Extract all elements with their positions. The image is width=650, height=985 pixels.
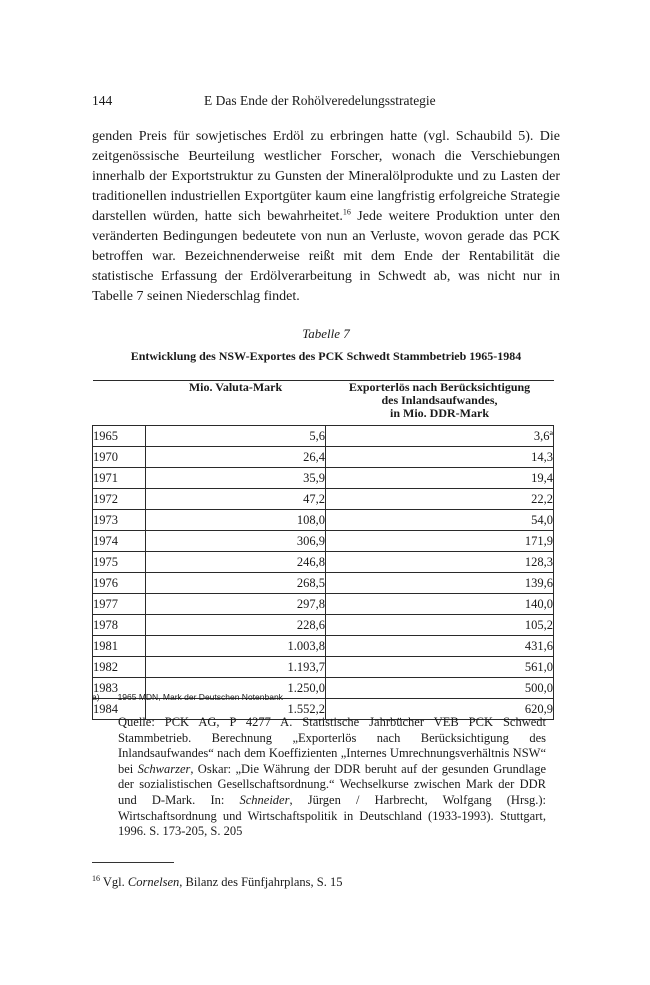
year-cell: 1973: [93, 510, 146, 531]
source-text: Quelle: PCK AG, P 4277 A. Statistische Jahrbücher VEB PCK Schwedt Stammbetrieb. Berechnung „Exporterlös nach Berücksichtigung des Inlandsaufwandes“ nach dem Koeffizienten „Internes Umrechnungsverhältnis NSW“ bei: [118, 715, 546, 776]
year-cell: 1983: [93, 678, 146, 699]
year-cell: 1974: [93, 531, 146, 552]
running-head: E Das Ende der Rohölveredelungsstrategie: [204, 93, 436, 108]
footnote-author: Cornelsen: [127, 875, 180, 889]
table-row: [93, 552, 554, 573]
body-text-part: genden Preis für sowjetisches Erdöl zu erbringen hatte (vgl. Schaubild 5). Die zeitgenössische Beurteilung westlicher Forscher, wonach die Verschiebungen innerhalb der Exportstruktur zu Gunsten der Mineralölprodukte und zu Lasten der traditionellen industriellen Exportgüter kaum eine langfristig erfolgreiche Strategie darstellen würden, hatte sich bewahrheitet.: [92, 129, 560, 224]
footnote-prefix: Vgl.: [100, 875, 128, 889]
body-paragraph: [92, 127, 560, 307]
year-cell: 1981: [93, 636, 146, 657]
erloes-cell: 561,0: [326, 657, 554, 678]
erloes-column-header: [326, 381, 554, 426]
year-cell: 1972: [93, 489, 146, 510]
table-row: [93, 426, 554, 447]
table-row: [93, 510, 554, 531]
erloes-cell: 171,9: [326, 531, 554, 552]
erloes-header-line: des Inlandsaufwandes,: [381, 393, 498, 407]
erloes-header-line: Exporterlös nach Berücksichtigung: [348, 380, 531, 394]
table-row: [93, 636, 554, 657]
table-row: [93, 615, 554, 636]
table-body: [93, 426, 554, 720]
footnote-number: 16: [92, 873, 100, 883]
valuta-cell: 1.552,2: [146, 699, 326, 720]
table-row: [93, 657, 554, 678]
erloes-cell: 105,2: [326, 615, 554, 636]
footnote: [92, 875, 342, 890]
year-cell: 1984: [93, 699, 146, 720]
erloes-cell: 14,3: [326, 447, 554, 468]
erloes-header-line: in Mio. DDR-Mark: [390, 406, 489, 420]
table-note-text: 1965 MDN, Mark der Deutschen Notenbank: [117, 692, 283, 702]
valuta-cell: 268,5: [146, 573, 326, 594]
erloes-cell: 431,6: [326, 636, 554, 657]
erloes-cell: 128,3: [326, 552, 554, 573]
year-cell: 1976: [93, 573, 146, 594]
footnote-text: , Bilanz des Fünfjahrplans, S. 15: [179, 875, 343, 889]
valuta-column-header: Mio. Valuta-Mark: [146, 381, 326, 426]
erloes-cell: 140,0: [326, 594, 554, 615]
table-title: Entwicklung des NSW-Exportes des PCK Schwedt Stammbetrieb 1965-1984: [130, 349, 522, 363]
valuta-cell: 5,6: [146, 426, 326, 447]
erloes-cell: 54,0: [326, 510, 554, 531]
year-column-header: [93, 381, 146, 426]
table-note-mark: a): [92, 692, 100, 702]
valuta-cell: 246,8: [146, 552, 326, 573]
table-row: [93, 573, 554, 594]
table-row: [93, 447, 554, 468]
year-cell: 1970: [93, 447, 146, 468]
source-text: , Oskar: „Die Währung der DDR beruht auf der gesunden Grundlage der sozialistischen Gesellschaftsordnung.“ Wechselkurse zwischen Mark der DDR und D-Mark. In:: [118, 761, 546, 807]
valuta-cell: 35,9: [146, 468, 326, 489]
valuta-cell: 108,0: [146, 510, 326, 531]
source-author: Schneider: [239, 792, 290, 807]
erloes-cell: 139,6: [326, 573, 554, 594]
valuta-cell: 1.193,7: [146, 657, 326, 678]
valuta-cell: 26,4: [146, 447, 326, 468]
erloes-cell: 22,2: [326, 489, 554, 510]
year-cell: 1975: [93, 552, 146, 573]
table-source: [118, 715, 546, 840]
year-cell: 1965: [93, 426, 146, 447]
page-number: 144: [92, 93, 113, 108]
footnote-reference[interactable]: 16: [342, 207, 351, 217]
erloes-cell: 3,6ª: [326, 426, 554, 447]
year-cell: 1971: [93, 468, 146, 489]
export-table: [92, 380, 554, 720]
source-text: , Jürgen / Harbrecht, Wolfgang (Hrsg.): Wirtschaftsordnung und Wirtschaftspolitik in Deutschland (1933-1993). Stuttgart, 1996. S. 173-205, S. 205: [118, 792, 546, 839]
footnote-divider: [92, 862, 174, 863]
year-cell: 1982: [93, 657, 146, 678]
table-note: [92, 692, 283, 702]
valuta-cell: 47,2: [146, 489, 326, 510]
valuta-cell: 228,6: [146, 615, 326, 636]
erloes-cell: 620,9: [326, 699, 554, 720]
table-row: [93, 531, 554, 552]
erloes-cell: 19,4: [326, 468, 554, 489]
year-cell: 1977: [93, 594, 146, 615]
valuta-cell: 1.250,0: [146, 678, 326, 699]
source-author: Schwarzer: [137, 761, 191, 776]
valuta-cell: 306,9: [146, 531, 326, 552]
valuta-cell: 1.003,8: [146, 636, 326, 657]
year-cell: 1978: [93, 615, 146, 636]
erloes-cell: 500,0: [326, 678, 554, 699]
table-row: [93, 594, 554, 615]
table-row: [93, 468, 554, 489]
valuta-cell: 297,8: [146, 594, 326, 615]
table-row: [93, 489, 554, 510]
body-text-part: Jede weitere Produktion unter den veränderten Bedingungen bedeutete von nun an Verluste, wovon gerade das PCK betroffen war. Bezeichnenderweise reißt mit dem Ende der Rentabilität die statistische Erfassung der Erdölverarbeitung in Schwedt ab, was nicht nur in Tabelle 7 seinen Niederschlag findet.: [92, 209, 561, 304]
table-number: Tabelle 7: [302, 326, 350, 341]
